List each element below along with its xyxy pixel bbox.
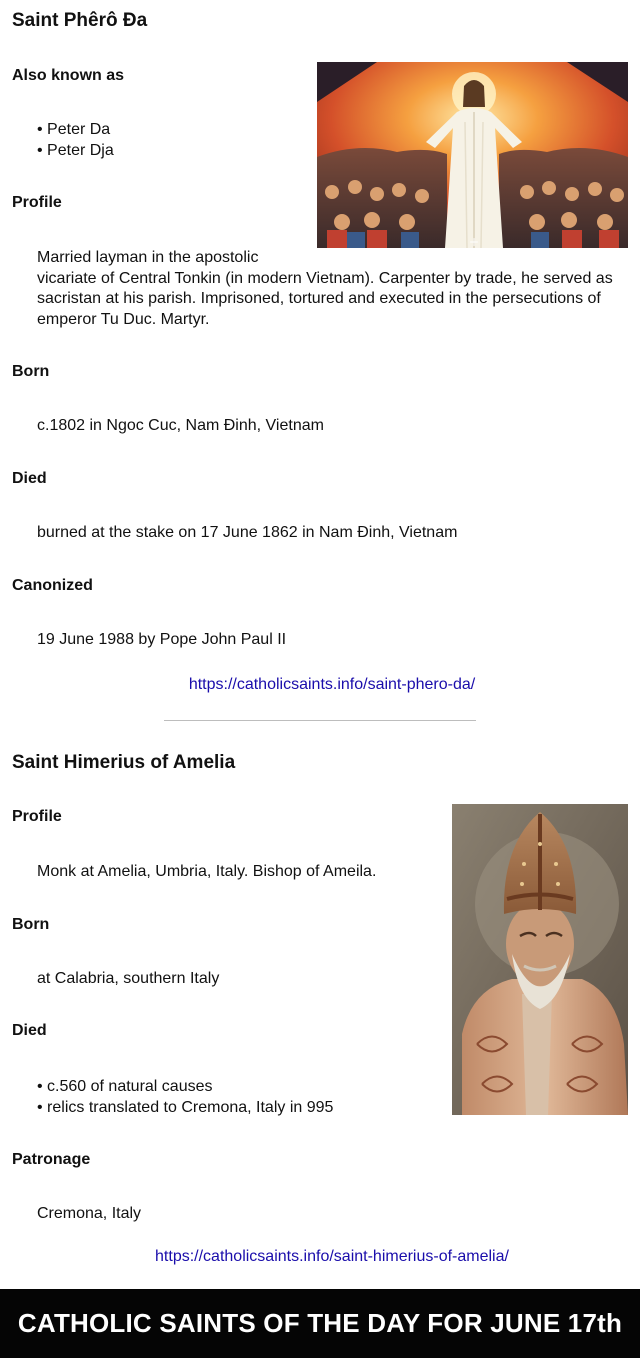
saint1-also-known-heading: Also known as <box>12 67 125 84</box>
saint1-canonized-heading: Canonized <box>12 577 93 594</box>
saint2-link[interactable]: https://catholicsaints.info/saint-himerius-of-amelia/ <box>155 1248 509 1265</box>
saint1-profile-line1: Married layman in the apostolic <box>37 249 259 266</box>
saint2-died-heading: Died <box>12 1022 47 1039</box>
saint1-profile-text <box>37 248 632 330</box>
list-item: • Peter Da <box>37 119 114 140</box>
list-item: • relics translated to Cremona, Italy in 995 <box>37 1097 333 1118</box>
saint2-profile-heading: Profile <box>12 808 62 825</box>
list-item: • c.560 of natural causes <box>37 1076 333 1097</box>
list-item: • Peter Dja <box>37 140 114 161</box>
saint2-born-text: at Calabria, southern Italy <box>37 970 220 987</box>
saint1-profile-rest: vicariate of Central Tonkin (in modern Vietnam). Carpenter by trade, he served as sacristan at his parish. Imprisoned, tortured and executed in the persecutions of emperor Tu Duc. Martyr. <box>37 269 613 328</box>
saint1-link[interactable]: https://catholicsaints.info/saint-phero-da/ <box>188 676 476 693</box>
footer-banner <box>0 1289 640 1358</box>
saint1-died-heading: Died <box>12 470 47 487</box>
bishop-portrait-painting-icon <box>452 804 628 1115</box>
christ-with-crowd-painting-icon <box>317 62 628 248</box>
saint2-image <box>452 804 628 1115</box>
saint1-title: Saint Phêrô Đa <box>12 10 148 31</box>
footer-text: CATHOLIC SAINTS OF THE DAY FOR JUNE 17th <box>17 1308 623 1338</box>
svg-text:+: + <box>468 235 480 248</box>
saint2-patronage-text: Cremona, Italy <box>37 1205 142 1222</box>
saint1-canonized-text: 19 June 1988 by Pope John Paul II <box>37 631 287 648</box>
saint2-born-heading: Born <box>12 916 50 933</box>
saint1-born-heading: Born <box>12 363 50 380</box>
saint2-died-list <box>37 1076 333 1118</box>
saint1-died-text: burned at the stake on 17 June 1862 in Nam Đinh, Vietnam <box>37 524 458 541</box>
saint2-title: Saint Himerius of Amelia <box>12 752 236 773</box>
saint1-born-text: c.1802 in Ngoc Cuc, Nam Đinh, Vietnam <box>37 417 324 434</box>
saint1-profile-heading: Profile <box>12 194 62 211</box>
saint1-aliases-list <box>37 119 114 161</box>
saint1-image <box>317 62 628 248</box>
section-divider <box>164 720 476 721</box>
saint2-profile-text: Monk at Amelia, Umbria, Italy. Bishop of Ameila. <box>37 863 377 880</box>
saint2-patronage-heading: Patronage <box>12 1151 91 1168</box>
